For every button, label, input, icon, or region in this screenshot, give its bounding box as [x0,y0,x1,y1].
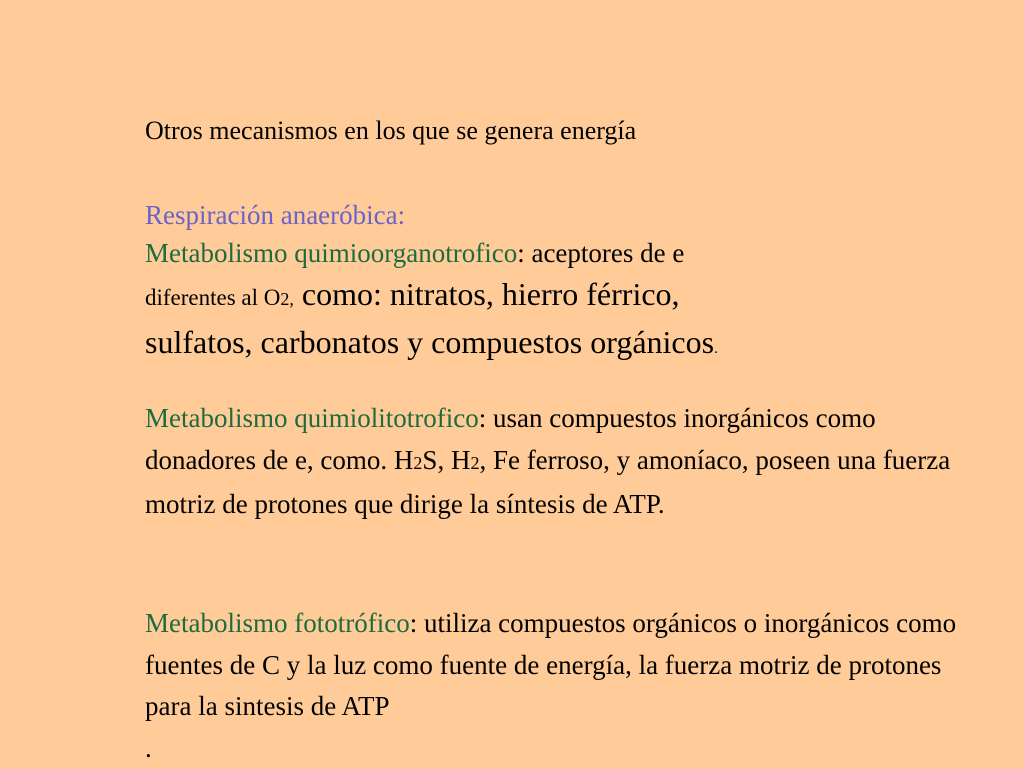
quimiolitotrofico-paragraph [145,398,975,526]
fototrofico-paragraph [145,603,975,769]
quimiolitotrofico-text-b: S, H [422,444,471,475]
respiracion-anaerobica-paragraph [145,196,975,373]
title-text: Otros mecanismos en los que se genera energía [145,116,637,145]
quimioorganotrofico-end: . [714,341,718,357]
respiracion-anaerobica-heading: Respiración anaeróbica: [145,200,406,230]
quimioorganotrofico-text-4: sulfatos, carbonatos y compuestos orgánicos [145,324,715,360]
h2-subscript: 2 [470,452,480,473]
fototrofico-text: : utiliza compuestos orgánicos o inorgánicos como fuentes de C y la luz como fuente de energía, la fuerza motriz de protones para la sintesis de ATP [145,608,957,721]
o2-subscript: 2, [280,289,294,309]
fototrofico-term: Metabolismo fototrófico [145,608,410,638]
h2s-subscript: 2 [413,452,423,473]
fototrofico-end: . [145,732,152,763]
quimiolitotrofico-term: Metabolismo quimiolitotrofico [145,403,479,433]
quimioorganotrofico-term: Metabolismo quimioorganotrofico [145,238,518,268]
slide-title [145,114,975,148]
quimiolitotrofico-text-c: , Fe ferroso, y amoníaco, poseen una fuerza motriz de protones que dirige la síntesis de ATP. [145,444,951,519]
quimioorganotrofico-text-2: diferentes al O [145,285,281,310]
quimioorganotrofico-text-3: como: nitratos, hierro férrico, [293,276,680,312]
quimioorganotrofico-text-1: : aceptores de e [517,238,685,268]
quimiolitotrofico-text-a: : usan compuestos inorgánicos como donadores de e, como. H [145,403,876,475]
